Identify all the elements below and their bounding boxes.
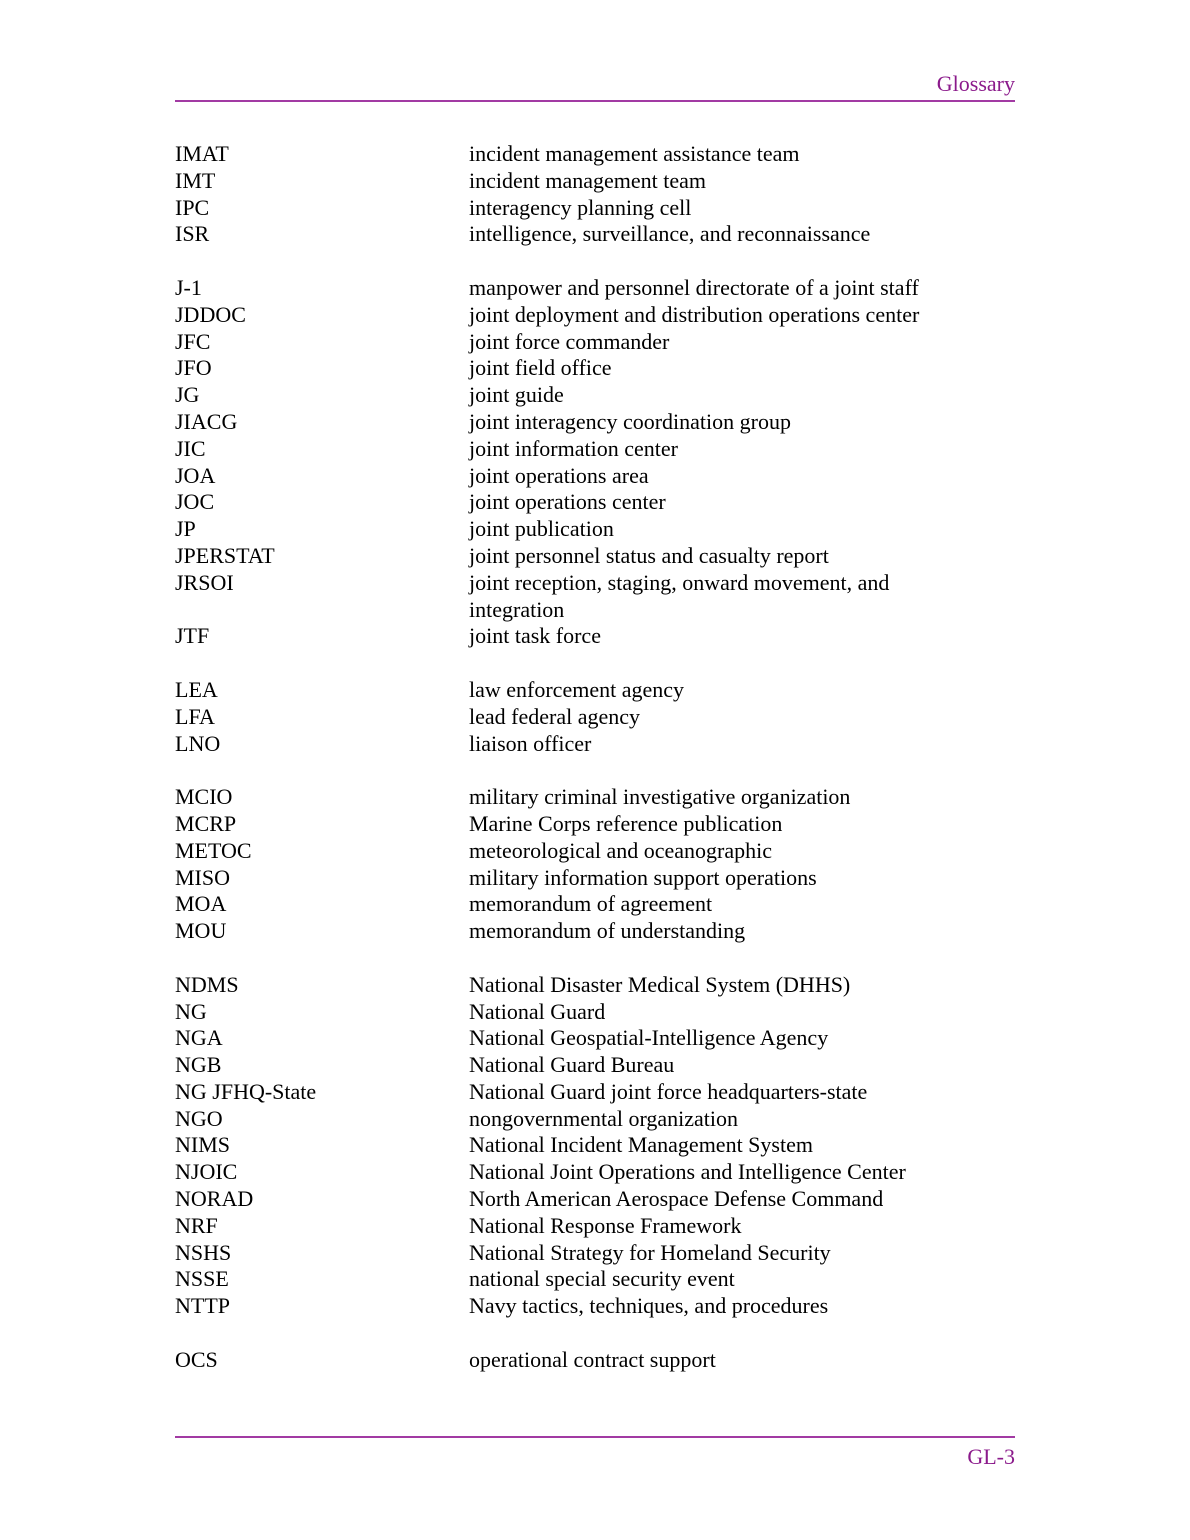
glossary-entry bbox=[175, 1132, 1015, 1159]
glossary-entry bbox=[175, 409, 1015, 436]
glossary-term: J-1 bbox=[175, 274, 202, 300]
glossary-entry bbox=[175, 1347, 1015, 1374]
glossary-definition: nongovernmental organization bbox=[469, 1105, 739, 1131]
glossary-definition: joint information center bbox=[469, 435, 678, 461]
glossary-definition: memorandum of agreement bbox=[469, 891, 713, 917]
glossary-group bbox=[175, 1347, 1015, 1374]
glossary-definition: joint force commander bbox=[469, 328, 670, 354]
glossary-group bbox=[175, 677, 1015, 757]
glossary-entry bbox=[175, 1293, 1015, 1320]
glossary-term: MISO bbox=[175, 864, 231, 890]
header-rule bbox=[175, 100, 1015, 102]
glossary-entry bbox=[175, 704, 1015, 731]
glossary-term: JFC bbox=[175, 328, 211, 354]
glossary-definition: National Joint Operations and Intelligence Center bbox=[469, 1159, 906, 1185]
glossary-term: JG bbox=[175, 382, 200, 408]
glossary-entry bbox=[175, 838, 1015, 865]
glossary-term: NG JFHQ-State bbox=[175, 1078, 317, 1104]
glossary-term: IPC bbox=[175, 194, 210, 220]
glossary-entry bbox=[175, 275, 1015, 302]
glossary-entry bbox=[175, 329, 1015, 356]
glossary-definition: National Guard bbox=[469, 998, 606, 1024]
glossary-term: NGA bbox=[175, 1025, 223, 1051]
glossary-entry bbox=[175, 141, 1015, 168]
glossary-entry bbox=[175, 516, 1015, 543]
glossary-entry bbox=[175, 972, 1015, 999]
glossary-definition: joint interagency coordination group bbox=[469, 408, 791, 434]
glossary-entry bbox=[175, 221, 1015, 248]
glossary-definition: interagency planning cell bbox=[469, 194, 692, 220]
glossary-term: JOC bbox=[175, 489, 215, 515]
glossary-term: JPERSTAT bbox=[175, 542, 275, 568]
glossary-definition: joint task force bbox=[469, 623, 601, 649]
glossary-entry bbox=[175, 1025, 1015, 1052]
glossary-entry bbox=[175, 489, 1015, 516]
glossary-definition: National Incident Management System bbox=[469, 1132, 813, 1158]
glossary-definition: law enforcement agency bbox=[469, 676, 684, 702]
glossary-term: NORAD bbox=[175, 1186, 254, 1212]
glossary-entry bbox=[175, 999, 1015, 1026]
glossary-definition: joint personnel status and casualty report bbox=[469, 542, 829, 568]
page-number: GL-3 bbox=[967, 1444, 1015, 1469]
glossary-term: JFO bbox=[175, 355, 212, 381]
glossary-definition: joint operations center bbox=[469, 489, 666, 515]
glossary-term: JP bbox=[175, 516, 196, 542]
glossary-definition: Navy tactics, techniques, and procedures bbox=[469, 1293, 829, 1319]
glossary-term: MOU bbox=[175, 918, 227, 944]
glossary-definition: operational contract support bbox=[469, 1346, 716, 1372]
glossary-term: JTF bbox=[175, 623, 210, 649]
glossary-term: NSHS bbox=[175, 1239, 232, 1265]
footer-rule bbox=[175, 1436, 1015, 1438]
glossary-definition: liaison officer bbox=[469, 730, 592, 756]
glossary-term: LFA bbox=[175, 703, 215, 729]
glossary-group bbox=[175, 141, 1015, 248]
glossary-term: NGO bbox=[175, 1105, 223, 1131]
glossary-term: ISR bbox=[175, 221, 210, 247]
glossary-group bbox=[175, 784, 1015, 945]
glossary-term: NJOIC bbox=[175, 1159, 238, 1185]
glossary-term: IMAT bbox=[175, 141, 229, 166]
glossary-list bbox=[175, 141, 1015, 1400]
glossary-entry bbox=[175, 731, 1015, 758]
glossary-term: NG bbox=[175, 998, 207, 1024]
glossary-term: JRSOI bbox=[175, 569, 234, 595]
glossary-definition: national special security event bbox=[469, 1266, 735, 1292]
glossary-definition: memorandum of understanding bbox=[469, 918, 746, 944]
glossary-entry bbox=[175, 1266, 1015, 1293]
glossary-entry bbox=[175, 436, 1015, 463]
glossary-term: MCRP bbox=[175, 810, 237, 836]
glossary-term: NSSE bbox=[175, 1266, 229, 1292]
glossary-definition: intelligence, surveillance, and reconnaissance bbox=[469, 221, 871, 247]
glossary-definition: joint guide bbox=[469, 382, 564, 408]
glossary-definition: military criminal investigative organization bbox=[469, 784, 851, 810]
glossary-term: METOC bbox=[175, 837, 252, 863]
glossary-definition: National Guard Bureau bbox=[469, 1052, 675, 1078]
glossary-entry bbox=[175, 1079, 1015, 1106]
glossary-entry bbox=[175, 811, 1015, 838]
glossary-entry bbox=[175, 1213, 1015, 1240]
glossary-definition: joint field office bbox=[469, 355, 612, 381]
glossary-definition: incident management assistance team bbox=[469, 141, 800, 166]
glossary-term: NGB bbox=[175, 1052, 222, 1078]
glossary-entry bbox=[175, 677, 1015, 704]
glossary-entry bbox=[175, 302, 1015, 329]
glossary-definition: National Strategy for Homeland Security bbox=[469, 1239, 831, 1265]
glossary-term: MCIO bbox=[175, 784, 233, 810]
glossary-entry bbox=[175, 355, 1015, 382]
page-header-title: Glossary bbox=[936, 71, 1015, 96]
glossary-definition: joint reception, staging, onward movement, and integration bbox=[469, 569, 890, 622]
glossary-term: JDDOC bbox=[175, 301, 246, 327]
glossary-term: NTTP bbox=[175, 1293, 230, 1319]
glossary-definition: manpower and personnel directorate of a joint staff bbox=[469, 274, 919, 300]
glossary-definition: joint operations area bbox=[469, 462, 649, 488]
glossary-term: LNO bbox=[175, 730, 221, 756]
glossary-definition: National Guard joint force headquarters-state bbox=[469, 1078, 868, 1104]
glossary-entry bbox=[175, 382, 1015, 409]
glossary-definition: Marine Corps reference publication bbox=[469, 810, 783, 836]
glossary-entry bbox=[175, 543, 1015, 570]
glossary-entry bbox=[175, 918, 1015, 945]
glossary-entry bbox=[175, 1159, 1015, 1186]
glossary-definition: meteorological and oceanographic bbox=[469, 837, 772, 863]
glossary-definition: National Geospatial-Intelligence Agency bbox=[469, 1025, 829, 1051]
glossary-term: NRF bbox=[175, 1212, 218, 1238]
glossary-entry bbox=[175, 1240, 1015, 1267]
glossary-term: LEA bbox=[175, 676, 218, 702]
glossary-entry bbox=[175, 891, 1015, 918]
glossary-definition: military information support operations bbox=[469, 864, 817, 890]
glossary-entry bbox=[175, 463, 1015, 490]
glossary-definition: National Response Framework bbox=[469, 1212, 742, 1238]
glossary-term: OCS bbox=[175, 1346, 218, 1372]
glossary-term: JIACG bbox=[175, 408, 238, 434]
glossary-entry bbox=[175, 865, 1015, 892]
glossary-group bbox=[175, 275, 1015, 650]
glossary-entry bbox=[175, 168, 1015, 195]
glossary-group bbox=[175, 972, 1015, 1320]
glossary-term: JIC bbox=[175, 435, 206, 461]
glossary-term: MOA bbox=[175, 891, 227, 917]
glossary-entry bbox=[175, 784, 1015, 811]
glossary-entry bbox=[175, 195, 1015, 222]
glossary-term: NIMS bbox=[175, 1132, 231, 1158]
glossary-term: JOA bbox=[175, 462, 216, 488]
glossary-term: NDMS bbox=[175, 971, 239, 997]
glossary-entry bbox=[175, 623, 1015, 650]
glossary-entry bbox=[175, 570, 1015, 624]
glossary-definition: joint publication bbox=[469, 516, 614, 542]
glossary-entry bbox=[175, 1106, 1015, 1133]
glossary-term: IMT bbox=[175, 167, 216, 193]
glossary-definition: North American Aerospace Defense Command bbox=[469, 1186, 884, 1212]
glossary-definition: lead federal agency bbox=[469, 703, 640, 729]
glossary-definition: incident management team bbox=[469, 167, 707, 193]
glossary-entry bbox=[175, 1186, 1015, 1213]
glossary-definition: National Disaster Medical System (DHHS) bbox=[469, 971, 851, 997]
glossary-definition: joint deployment and distribution operations center bbox=[469, 301, 920, 327]
glossary-entry bbox=[175, 1052, 1015, 1079]
